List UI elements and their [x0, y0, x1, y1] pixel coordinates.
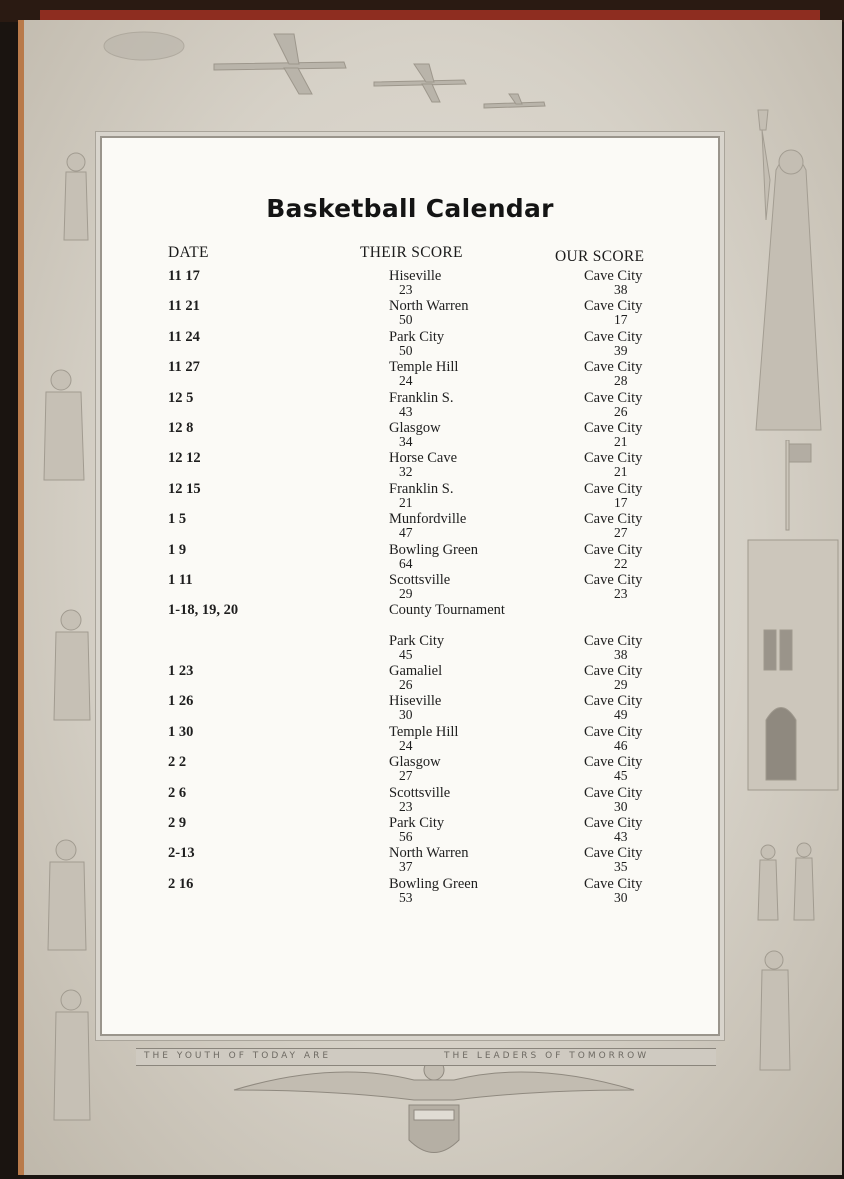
game-date: 12 15 — [168, 480, 201, 497]
game-row — [102, 390, 718, 420]
our-score: 49 — [614, 707, 628, 723]
our-score: 30 — [614, 889, 628, 905]
game-row — [102, 572, 718, 602]
opponent-score: 30 — [399, 707, 413, 723]
game-date: 11 27 — [168, 359, 200, 376]
our-team-name: Cave City — [584, 663, 643, 680]
game-date: 1 26 — [168, 693, 194, 710]
opponent-name: Temple Hill — [389, 723, 459, 740]
our-team-name: Cave City — [584, 632, 643, 649]
game-row — [102, 450, 718, 480]
their-score-header: THEIR SCORE — [360, 244, 463, 261]
opponent-score: 21 — [399, 494, 413, 510]
opponent-name: Glasgow — [389, 754, 441, 771]
game-date: 11 21 — [168, 298, 200, 315]
our-score: 21 — [614, 433, 628, 449]
opponent-score: 50 — [399, 342, 413, 358]
our-team-name: Cave City — [584, 511, 643, 528]
eagle-shield-emblem — [214, 1050, 654, 1175]
opponent-score: 53 — [399, 889, 413, 905]
opponent-score: 24 — [399, 373, 413, 389]
our-score: 43 — [614, 829, 628, 845]
opponent-name: Gamaliel — [389, 663, 443, 680]
game-date: 11 24 — [168, 328, 200, 345]
our-score: 38 — [614, 646, 628, 662]
opponent-name: Park City — [389, 632, 445, 649]
game-date: 2 2 — [168, 754, 187, 771]
motto-banner — [136, 1048, 716, 1066]
our-team-name: Cave City — [584, 450, 643, 467]
school-building-illustration — [736, 440, 844, 800]
game-date: 1 11 — [168, 571, 193, 588]
game-date: 12 5 — [168, 389, 194, 406]
our-team-name: Cave City — [584, 784, 643, 801]
opponent-score: 34 — [399, 433, 413, 449]
opponent-score: 32 — [399, 464, 413, 480]
figures-right-illustration — [744, 840, 840, 1140]
game-row — [102, 420, 718, 450]
game-date: 1 5 — [168, 511, 187, 528]
page-title: Basketball Calendar — [266, 194, 554, 223]
date-header: DATE — [168, 244, 209, 261]
game-date: 2 9 — [168, 815, 187, 832]
our-score: 45 — [614, 768, 628, 784]
opponent-name: Hiseville — [389, 268, 442, 284]
opponent-name: Franklin S. — [389, 480, 454, 497]
opponent-score: 24 — [399, 737, 413, 753]
our-score: 17 — [614, 312, 628, 328]
our-score: 27 — [614, 525, 628, 541]
game-date: 12 8 — [168, 419, 194, 436]
our-score: 46 — [614, 737, 628, 753]
game-date: 1 23 — [168, 663, 194, 680]
opponent-score: 23 — [399, 282, 413, 297]
opponent-name: County Tournament — [389, 602, 505, 619]
calendar-panel — [100, 136, 720, 1036]
opponent-name: Glasgow — [389, 419, 441, 436]
game-row — [102, 754, 718, 784]
our-team-name: Cave City — [584, 389, 643, 406]
opponent-name: Park City — [389, 328, 445, 345]
game-row — [102, 542, 718, 572]
game-row — [102, 815, 718, 845]
opponent-score: 47 — [399, 525, 413, 541]
our-score: 39 — [614, 342, 628, 358]
motto-right: THE LEADERS OF TOMORROW — [444, 1051, 650, 1061]
game-date: 1-18, 19, 20 — [168, 602, 239, 619]
our-team-name: Cave City — [584, 815, 643, 832]
games-list — [102, 268, 718, 906]
game-date: 2-13 — [168, 845, 195, 862]
game-row — [102, 845, 718, 875]
opponent-score: 26 — [399, 677, 413, 693]
opponent-name: North Warren — [389, 298, 469, 315]
game-row — [102, 785, 718, 815]
opponent-score: 50 — [399, 312, 413, 328]
opponent-name: Park City — [389, 815, 445, 832]
our-team-name: Cave City — [584, 268, 643, 284]
our-score: 17 — [614, 494, 628, 510]
statue-of-liberty-illustration — [736, 100, 844, 440]
our-team-name: Cave City — [584, 419, 643, 436]
opponent-score: 45 — [399, 646, 413, 662]
game-row — [102, 876, 718, 906]
opponent-name: Munfordville — [389, 511, 467, 528]
game-row — [102, 511, 718, 541]
our-team-name: Cave City — [584, 845, 643, 862]
opponent-score: 37 — [399, 859, 413, 875]
opponent-name: Hiseville — [389, 693, 442, 710]
game-row — [102, 268, 718, 298]
our-score: 21 — [614, 464, 628, 480]
binding-strip — [40, 10, 820, 20]
game-row — [102, 329, 718, 359]
our-team-name: Cave City — [584, 328, 643, 345]
page-top-edge — [0, 0, 844, 22]
our-team-name: Cave City — [584, 298, 643, 315]
opponent-score: 23 — [399, 798, 413, 814]
opponent-score: 43 — [399, 403, 413, 419]
our-score: 35 — [614, 859, 628, 875]
our-score: 26 — [614, 403, 628, 419]
game-row — [102, 602, 718, 632]
our-score: 23 — [614, 585, 628, 601]
game-row — [102, 481, 718, 511]
game-row — [102, 693, 718, 723]
opponent-name: North Warren — [389, 845, 469, 862]
game-row — [102, 298, 718, 328]
our-score: 30 — [614, 798, 628, 814]
our-team-name: Cave City — [584, 754, 643, 771]
our-score: 29 — [614, 677, 628, 693]
opponent-score: 64 — [399, 555, 413, 571]
opponent-name: Horse Cave — [389, 450, 458, 467]
airplanes-illustration — [84, 24, 604, 134]
our-team-name: Cave City — [584, 359, 643, 376]
game-date: 1 9 — [168, 541, 187, 558]
opponent-score: 29 — [399, 585, 413, 601]
our-team-name: Cave City — [584, 693, 643, 710]
opponent-name: Scottsville — [389, 571, 451, 588]
motto-left: THE YOUTH OF TODAY ARE — [144, 1051, 332, 1061]
our-team-name: Cave City — [584, 480, 643, 497]
game-row — [102, 724, 718, 754]
our-score: 28 — [614, 373, 628, 389]
opponent-name: Franklin S. — [389, 389, 454, 406]
game-row — [102, 633, 718, 663]
our-score: 22 — [614, 555, 628, 571]
our-team-name: Cave City — [584, 875, 643, 892]
game-date: 2 16 — [168, 875, 194, 892]
opponent-name: Temple Hill — [389, 359, 459, 376]
our-team-name: Cave City — [584, 723, 643, 740]
our-team-name: Cave City — [584, 571, 643, 588]
our-score: 38 — [614, 282, 628, 297]
game-date: 11 17 — [168, 268, 200, 284]
opponent-score: 27 — [399, 768, 413, 784]
opponent-name: Scottsville — [389, 784, 451, 801]
our-score-header: OUR SCORE — [555, 248, 645, 265]
game-date: 1 30 — [168, 723, 194, 740]
opponent-name: Bowling Green — [389, 875, 478, 892]
game-date: 12 12 — [168, 450, 201, 467]
game-row — [102, 663, 718, 693]
opponent-name: Bowling Green — [389, 541, 478, 558]
game-date: 2 6 — [168, 784, 187, 801]
our-team-name: Cave City — [584, 541, 643, 558]
opponent-score: 56 — [399, 829, 413, 845]
game-row — [102, 359, 718, 389]
